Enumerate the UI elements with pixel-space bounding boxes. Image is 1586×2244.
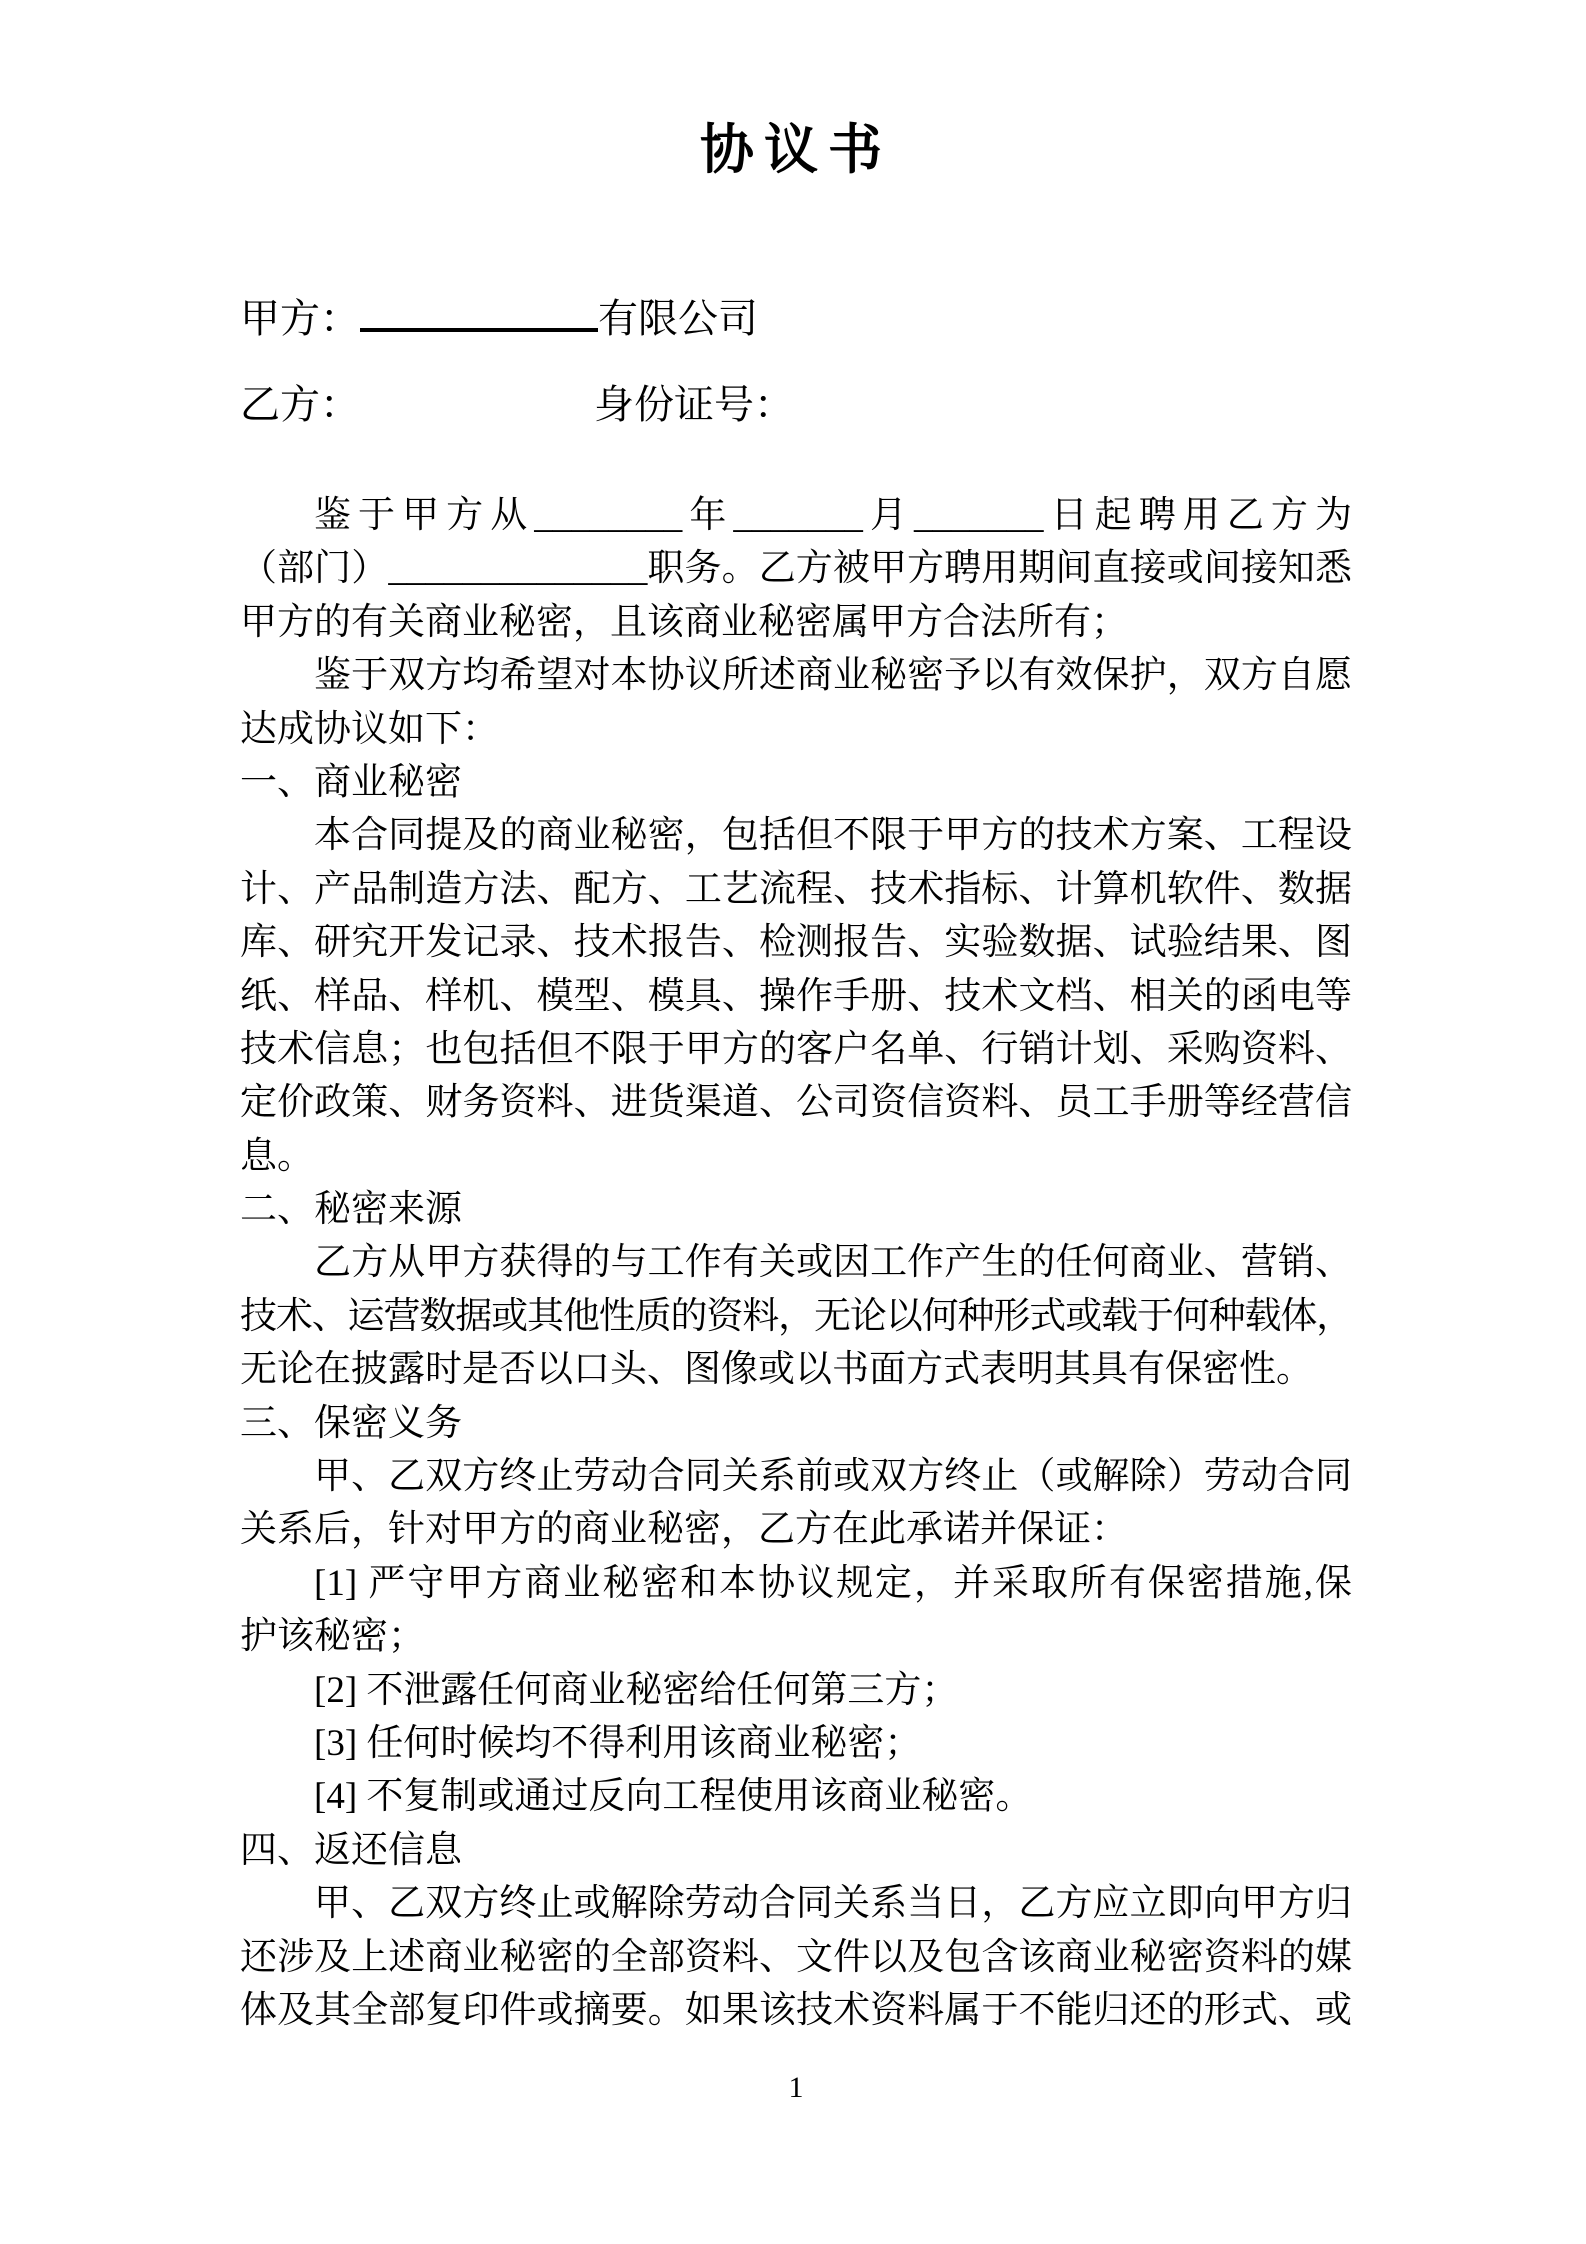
text-line: 乙方从甲方获得的与工作有关或因工作产生的任何商业、营销、 (314, 1242, 1352, 1284)
text-line: 无论在披露时是否以口头、图像或以书面方式表明其具有保密性。 (240, 1349, 1313, 1391)
party-a-blank (360, 288, 598, 332)
party-a-row (240, 288, 1352, 346)
party-a-suffix: 有限公司 (598, 296, 758, 341)
text-line: 本合同提及的商业秘密，包括但不限于甲方的技术方案、工程设 (314, 815, 1352, 857)
text-line: 技术、运营数据或其他性质的资料，无论以何种形式或载于何种载体， (240, 1295, 1352, 1337)
party-b-label: 乙方： (240, 382, 360, 427)
text-line: 护该秘密； (240, 1616, 425, 1658)
text-line: 二、秘密来源 (240, 1189, 462, 1231)
body-text (240, 489, 1352, 2037)
text-line: 计、产品制造方法、配方、工艺流程、技术指标、计算机软件、数据 (240, 868, 1352, 910)
text-line: 库、研究开发记录、技术报告、检测报告、实验数据、试验结果、图 (240, 922, 1352, 964)
text-line: 还涉及上述商业秘密的全部资料、文件以及包含该商业秘密资料的媒 (240, 1936, 1352, 1978)
text-line: 鉴于双方均希望对本协议所述商业秘密予以有效保护，双方自愿 (314, 655, 1352, 697)
text-line: 达成协议如下： (240, 708, 499, 750)
text-line: 四、返还信息 (240, 1829, 462, 1871)
text-line: 甲、乙双方终止劳动合同关系前或双方终止（或解除）劳动合同 (314, 1456, 1352, 1498)
text-line: [2] 不泄露任何商业秘密给任何第三方； (314, 1669, 959, 1711)
page-number: 1 (788, 2071, 804, 2104)
text-line: 息。 (240, 1135, 314, 1177)
text-line: 一、商业秘密 (240, 761, 462, 803)
party-b-row (240, 378, 1352, 432)
text-line: 技术信息；也包括但不限于甲方的客户名单、行销计划、采购资料、 (240, 1028, 1352, 1070)
text-line: 三、保密义务 (240, 1402, 462, 1444)
text-line: [3] 任何时候均不得利用该商业秘密； (314, 1722, 922, 1764)
text-line: 纸、样品、样机、模型、模具、操作手册、技术文档、相关的函电等 (240, 975, 1352, 1017)
doc-title: 协议书 (700, 120, 892, 180)
text-line: [1] 严守甲方商业秘密和本协议规定，并采取所有保密措施,保 (314, 1562, 1352, 1604)
text-line: （部门）______________职务。乙方被甲方聘用期间直接或间接知悉 (240, 548, 1352, 590)
party-b-id-label: 身份证号： (594, 382, 794, 427)
text-line: 定价政策、财务资料、进货渠道、公司资信资料、员工手册等经营信 (240, 1082, 1352, 1124)
party-b-gap (360, 408, 594, 418)
text-line: 鉴于甲方从________年_______月_______日起聘用乙方为 (314, 495, 1352, 536)
party-a-label: 甲方： (240, 296, 360, 341)
text-line: [4] 不复制或通过反向工程使用该商业秘密。 (314, 1776, 1033, 1818)
text-line: 甲、乙双方终止或解除劳动合同关系当日，乙方应立即向甲方归 (314, 1883, 1352, 1925)
text-line: 甲方的有关商业秘密，且该商业秘密属甲方合法所有； (240, 601, 1128, 643)
text-line: 关系后，针对甲方的商业秘密，乙方在此承诺并保证： (240, 1509, 1128, 1551)
text-line: 体及其全部复印件或摘要。如果该技术资料属于不能归还的形式、或 (240, 1989, 1352, 2031)
